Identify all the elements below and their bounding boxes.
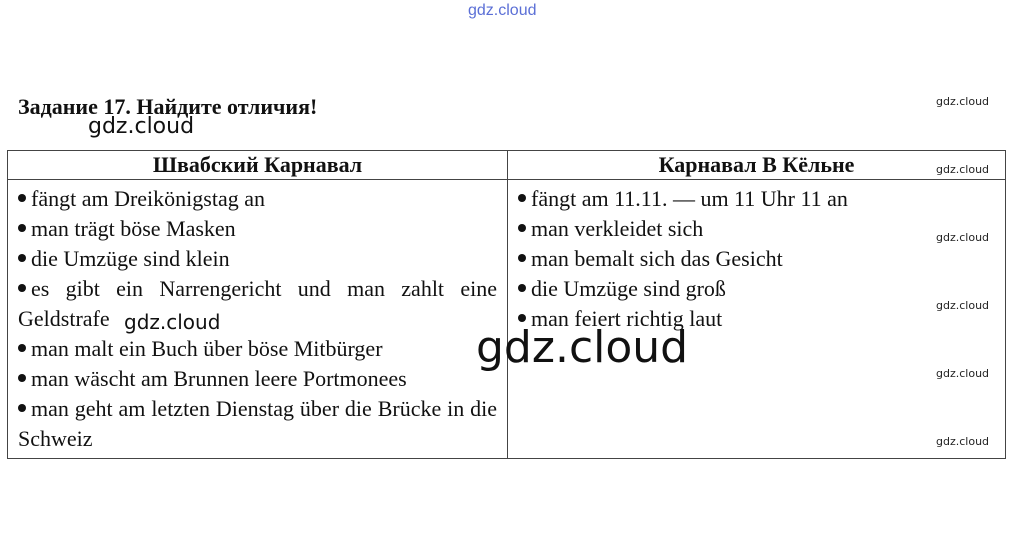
left-column-cell — [8, 180, 508, 459]
bullet-icon — [518, 254, 526, 262]
list-item: fängt am Dreikönigstag an — [18, 184, 497, 214]
header-swabian-carnival: Швабский Карнавал — [8, 151, 508, 180]
list-item: es gibt ein Narrengericht und man zahlt eine Geldstrafe — [18, 276, 497, 331]
list-item: die Umzüge sind groß — [518, 274, 995, 304]
right-column-cell — [508, 180, 1006, 459]
watermark-text: gdz.cloud — [476, 322, 689, 373]
watermark-text: gdz.cloud — [936, 95, 990, 108]
bullet-icon — [518, 224, 526, 232]
bullet-icon — [18, 374, 26, 382]
list-item: fängt am 11.11. — um 11 Uhr 11 an — [518, 184, 995, 214]
bullet-icon — [18, 254, 26, 262]
bullet-icon — [18, 344, 26, 352]
watermark-text: gdz.cloud — [936, 231, 990, 244]
list-item: man wäscht am Brunnen leere Portmonees — [18, 364, 497, 394]
list-item: man geht am letzten Dienstag über die Brücke in die Schweiz — [18, 396, 497, 451]
watermark-text: gdz.cloud — [936, 367, 990, 380]
list-item: die Umzüge sind klein — [18, 244, 497, 274]
bullet-icon — [18, 284, 26, 292]
bullet-icon — [18, 194, 26, 202]
bullet-icon — [18, 404, 26, 412]
watermark-text: gdz.cloud — [124, 310, 221, 334]
watermark-text: gdz.cloud — [936, 299, 990, 312]
task-title: Задание 17. Найдите отличия! — [18, 94, 318, 119]
list-item: man verkleidet sich — [518, 214, 995, 244]
bullet-icon — [518, 194, 526, 202]
bullet-icon — [518, 314, 526, 322]
watermark-text: gdz.cloud — [88, 114, 195, 139]
list-item: man bemalt sich das Gesicht — [518, 244, 995, 274]
watermark-text: gdz.cloud — [936, 163, 990, 176]
watermark-top: gdz.cloud — [468, 2, 537, 19]
comparison-table — [7, 150, 1006, 459]
bullet-icon — [518, 284, 526, 292]
table-header-row — [8, 151, 1006, 180]
bullet-icon — [18, 224, 26, 232]
watermark-text: gdz.cloud — [936, 435, 990, 448]
list-item: man malt ein Buch über böse Mitbürger — [18, 334, 497, 364]
list-item: man feiert richtig laut — [518, 304, 995, 334]
header-cologne-carnival: Карнавал В Кёльне — [508, 151, 1006, 180]
list-item: man trägt böse Masken — [18, 214, 497, 244]
